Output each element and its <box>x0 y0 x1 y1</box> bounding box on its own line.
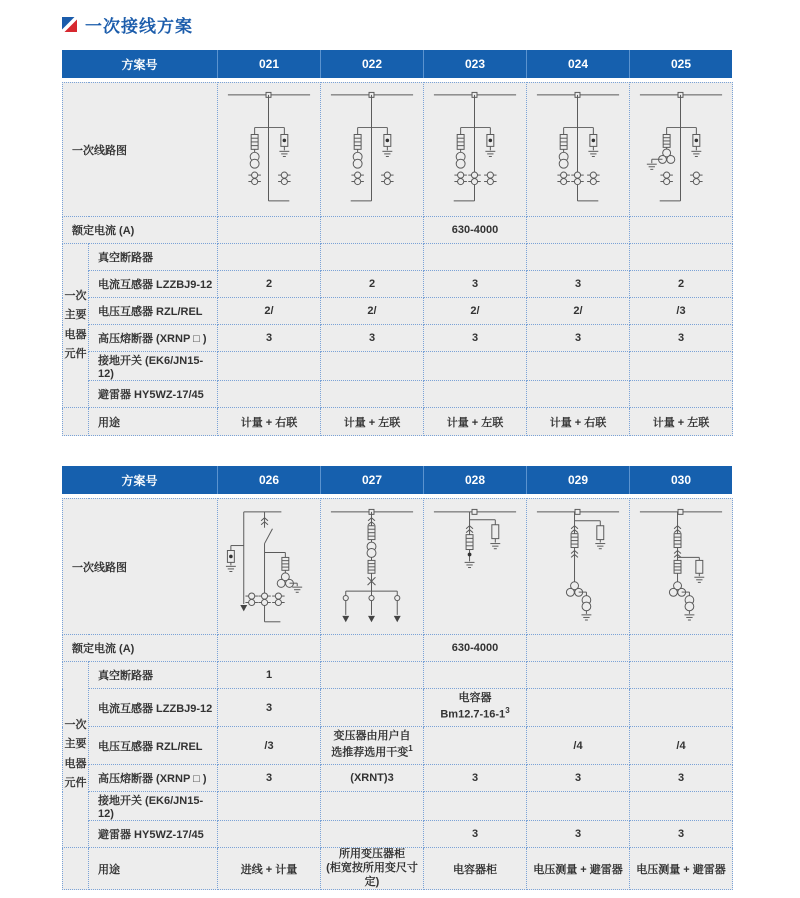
component-row <box>63 244 733 271</box>
component-value <box>424 727 527 765</box>
component-value: 3 <box>321 325 424 352</box>
rated-current-value <box>527 217 630 244</box>
usage-value: 电压测量 + 避雷器 <box>630 848 733 890</box>
scheme-diagram-pt-measure <box>527 500 629 633</box>
component-label: 避雷器 HY5WZ-17/45 <box>89 821 218 848</box>
component-value <box>218 352 321 381</box>
scheme-diagram-metering-3ct-right <box>527 83 629 216</box>
cell-line: $Bm12.7-16-1^3$ <box>440 706 510 721</box>
component-group-label: 一次主要电器元件 <box>63 662 89 848</box>
component-label: 接地开关 (EK6/JN15-12) <box>89 352 218 381</box>
component-value: 2/ <box>424 298 527 325</box>
component-group-label: 一次主要电器元件 <box>63 244 89 408</box>
rated-current-value: 630-4000 <box>424 635 527 662</box>
component-value <box>527 689 630 727</box>
usage-value: 电压测量 + 避雷器 <box>527 848 630 890</box>
rated-current-row <box>63 217 733 244</box>
table-header-row <box>62 50 732 78</box>
table-header-row <box>62 466 732 494</box>
component-value: 1 <box>218 662 321 689</box>
component-value: 2/ <box>527 298 630 325</box>
component-row <box>63 298 733 325</box>
component-value: 2 <box>630 271 733 298</box>
diagram-cell-024 <box>527 83 630 217</box>
scheme-number-label: 方案号 <box>121 473 158 488</box>
scheme-number-label: 方案号 <box>121 57 158 72</box>
rated-current-value <box>218 217 321 244</box>
usage-row <box>63 408 733 436</box>
scheme-number-027: 027 <box>320 466 423 494</box>
rated-current-value: 630-4000 <box>424 217 527 244</box>
rated-current-value <box>321 217 424 244</box>
component-value: 3 <box>218 325 321 352</box>
usage-value: 计量 + 左联 <box>630 408 733 436</box>
component-value: 3 <box>527 765 630 792</box>
component-value <box>218 381 321 408</box>
component-row <box>63 352 733 381</box>
scheme-table-026-030 <box>62 466 732 890</box>
rated-current-value <box>218 635 321 662</box>
table-body <box>62 82 733 436</box>
diagram-row <box>63 83 733 217</box>
component-value <box>321 662 424 689</box>
component-row <box>63 727 733 765</box>
component-value <box>630 244 733 271</box>
diagram-row-label: 一次线路图 <box>63 499 218 635</box>
component-value: 2 <box>321 271 424 298</box>
component-value: 3 <box>424 325 527 352</box>
scheme-diagram-metering-3ct-left <box>424 83 526 216</box>
component-value <box>630 662 733 689</box>
component-value <box>424 352 527 381</box>
component-value: /4 <box>630 727 733 765</box>
component-label: 电压互感器 RZL/REL <box>89 298 218 325</box>
diagram-cell-027 <box>321 499 424 635</box>
component-value: 2 <box>218 271 321 298</box>
component-value: 3 <box>630 765 733 792</box>
section-header <box>62 0 732 36</box>
component-row <box>63 381 733 408</box>
component-value: 3 <box>218 765 321 792</box>
component-value <box>424 792 527 821</box>
rated-current-row <box>63 635 733 662</box>
component-value <box>321 352 424 381</box>
scheme-number-028: 028 <box>423 466 526 494</box>
component-value <box>218 821 321 848</box>
usage-value: 计量 + 右联 <box>218 408 321 436</box>
diagram-cell-026 <box>218 499 321 635</box>
scheme-number-026: 026 <box>217 466 320 494</box>
component-value: /3 <box>218 727 321 765</box>
component-value <box>424 244 527 271</box>
component-row <box>63 689 733 727</box>
diagram-row-label: 一次线路图 <box>63 83 218 217</box>
component-label: 真空断路器 <box>89 662 218 689</box>
tables-container <box>62 50 732 890</box>
component-value: 3 <box>218 689 321 727</box>
component-value <box>527 792 630 821</box>
usage-value <box>321 848 424 890</box>
usage-row <box>63 848 733 890</box>
component-value: 2/ <box>321 298 424 325</box>
component-value <box>630 792 733 821</box>
diagram-cell-025 <box>630 83 733 217</box>
component-value <box>630 381 733 408</box>
component-label: 电流互感器 LZZBJ9-12 <box>89 689 218 727</box>
cell-line: 电容器 <box>458 692 492 705</box>
component-value: 3 <box>527 821 630 848</box>
diagram-row <box>63 499 733 635</box>
cell-line: (柜宽按所用变尺寸定) <box>326 861 418 888</box>
component-value <box>527 662 630 689</box>
scheme-number-030: 030 <box>629 466 732 494</box>
diagram-cell-028 <box>424 499 527 635</box>
component-value <box>424 381 527 408</box>
component-value: 3 <box>630 821 733 848</box>
diagram-cell-022 <box>321 83 424 217</box>
diagram-cell-021 <box>218 83 321 217</box>
table-body <box>62 498 733 890</box>
rated-current-value <box>321 635 424 662</box>
section-marker-icon <box>62 17 77 32</box>
component-label: 避雷器 HY5WZ-17/45 <box>89 381 218 408</box>
scheme-table-021-025 <box>62 50 732 436</box>
component-label: 电压互感器 RZL/REL <box>89 727 218 765</box>
component-value: /3 <box>630 298 733 325</box>
component-value <box>527 352 630 381</box>
cell-line: 所用变压器柜 <box>339 848 405 860</box>
component-value <box>630 689 733 727</box>
component-value: 3 <box>630 325 733 352</box>
scheme-number-029: 029 <box>526 466 629 494</box>
rated-current-label: 额定电流 (A) <box>63 217 218 244</box>
component-value <box>630 352 733 381</box>
usage-value: 计量 + 左联 <box>424 408 527 436</box>
component-value: /4 <box>527 727 630 765</box>
component-value: 3 <box>527 271 630 298</box>
component-row <box>63 325 733 352</box>
scheme-diagram-capacitor <box>424 500 526 633</box>
scheme-diagram-pt-measure-fuse <box>630 500 732 633</box>
rated-current-value <box>630 635 733 662</box>
component-value: 2/ <box>218 298 321 325</box>
component-value <box>321 792 424 821</box>
scheme-diagram-metering-2ct-right <box>218 83 320 216</box>
component-row <box>63 792 733 821</box>
component-value <box>321 244 424 271</box>
cell-line: 选推荐选用干变$^1$ <box>331 744 413 759</box>
component-value <box>321 727 424 765</box>
footnote-marker: 3 <box>505 706 510 716</box>
scheme-diagram-incoming-metering <box>218 500 320 633</box>
content <box>62 0 732 890</box>
component-label: 电流互感器 LZZBJ9-12 <box>89 271 218 298</box>
component-label: 高压熔断器 (XRNP □ ) <box>89 325 218 352</box>
rated-current-label: 额定电流 (A) <box>63 635 218 662</box>
component-value <box>424 689 527 727</box>
scheme-number-025: 025 <box>629 50 732 78</box>
page-title: 一次接线方案 <box>85 16 193 36</box>
component-value: 3 <box>424 821 527 848</box>
component-value: 3 <box>424 765 527 792</box>
component-value <box>321 689 424 727</box>
component-value <box>527 244 630 271</box>
component-label: 真空断路器 <box>89 244 218 271</box>
component-value <box>527 381 630 408</box>
usage-value: 进线 + 计量 <box>218 848 321 890</box>
scheme-number-022: 022 <box>320 50 423 78</box>
diagram-cell-023 <box>424 83 527 217</box>
component-value <box>218 244 321 271</box>
component-value <box>424 662 527 689</box>
component-row <box>63 662 733 689</box>
component-row <box>63 765 733 792</box>
usage-spacer-cell <box>63 848 89 890</box>
component-value <box>218 792 321 821</box>
component-row <box>63 271 733 298</box>
scheme-number-021: 021 <box>217 50 320 78</box>
usage-label: 用途 <box>89 848 218 890</box>
usage-value: 电容器柜 <box>424 848 527 890</box>
usage-spacer-cell <box>63 408 89 436</box>
footnote-marker: 1 <box>408 744 413 754</box>
component-value: 3 <box>527 325 630 352</box>
usage-value: 计量 + 右联 <box>527 408 630 436</box>
rated-current-value <box>630 217 733 244</box>
diagram-cell-030 <box>630 499 733 635</box>
component-value <box>321 821 424 848</box>
component-row <box>63 821 733 848</box>
scheme-number-023: 023 <box>423 50 526 78</box>
component-value: 3 <box>424 271 527 298</box>
usage-label: 用途 <box>89 408 218 436</box>
component-label: 接地开关 (EK6/JN15-12) <box>89 792 218 821</box>
scheme-diagram-station-transformer <box>321 500 423 633</box>
component-value <box>321 381 424 408</box>
component-value: (XRNT)3 <box>321 765 424 792</box>
component-label: 高压熔断器 (XRNP □ ) <box>89 765 218 792</box>
scheme-diagram-ptcluster-2ct-left <box>630 83 732 216</box>
rated-current-value <box>527 635 630 662</box>
scheme-number-024: 024 <box>526 50 629 78</box>
scheme-diagram-metering-2ct-left <box>321 83 423 216</box>
cell-line: 变压器由用户自 <box>333 730 411 743</box>
usage-value: 计量 + 左联 <box>321 408 424 436</box>
diagram-cell-029 <box>527 499 630 635</box>
